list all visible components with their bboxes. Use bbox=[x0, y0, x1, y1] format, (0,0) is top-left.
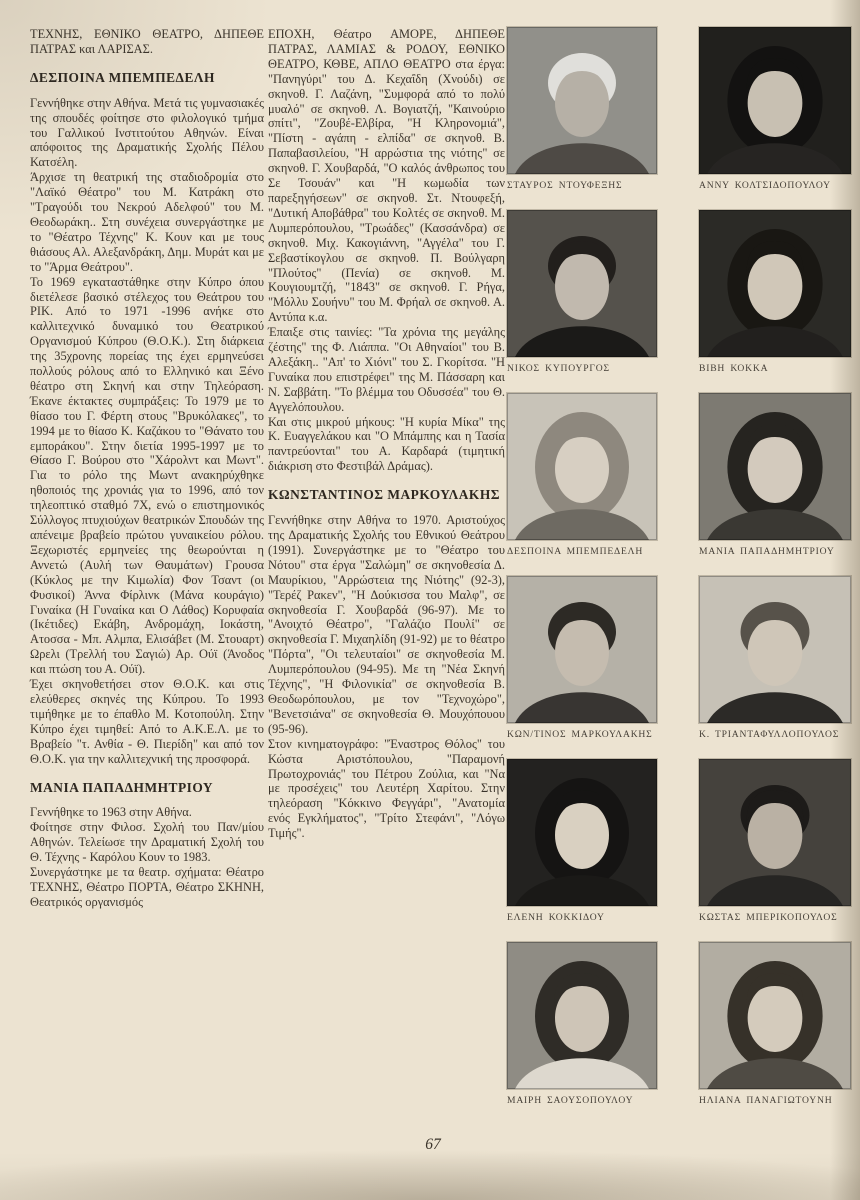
portrait-figure bbox=[699, 942, 851, 1106]
portrait-figure bbox=[699, 27, 851, 191]
portrait-figure bbox=[507, 393, 657, 557]
bio-paragraph: Άρχισε τη θεατρική της σταδιοδρομία στο "Λαϊκό Θέατρο" του Μ. Κατράκη στο "Τραγούδι του Νεκρού Αδελφού" του Μ. Θεοδωράκη.. Στη συνέχεια συνεργάστηκε με το "Θέατρο Τέχνης" Κ. Κουν και με τους θιάσους Αλ. Αλεξανδράκη, Δημ. Μυράτ και με το "Άρμα Θεάτρου". bbox=[30, 170, 264, 274]
portrait-photo bbox=[699, 393, 851, 540]
actor-name-heading: ΚΩΝΣΤΑΝΤΙΝΟΣ ΜΑΡΚΟΥΛΑΚΗΣ bbox=[268, 487, 500, 503]
portrait-photo bbox=[699, 27, 851, 174]
photo-caption: ΗΛΙΑΝΑ ΠΑΝΑΓΙΩΤΟΥΝΗ bbox=[699, 1095, 833, 1106]
photo-caption: ΚΩΝ/ΤΙΝΟΣ ΜΑΡΚΟΥΛΑΚΗΣ bbox=[507, 729, 653, 740]
photo-caption: ΝΙΚΟΣ ΚΥΠΟΥΡΓΟΣ bbox=[507, 363, 610, 374]
photo-caption: ΣΤΑΥΡΟΣ ΝΤΟΥΦΕΞΗΣ bbox=[507, 180, 623, 191]
portrait-figure bbox=[507, 942, 657, 1106]
photo-caption: Κ. ΤΡΙΑΝΤΑΦΥΛΛΟΠΟΥΛΟΣ bbox=[699, 729, 840, 740]
left-column bbox=[30, 27, 264, 910]
portrait-photo bbox=[507, 576, 657, 723]
portrait-figure bbox=[699, 210, 851, 374]
portrait-photo bbox=[699, 759, 851, 906]
bio-paragraph: Γεννήθηκε το 1963 στην Αθήνα. bbox=[30, 805, 192, 820]
portrait-photo bbox=[507, 210, 657, 357]
photo-grid bbox=[507, 27, 853, 1125]
photo-caption: ΔΕΣΠΟΙΝΑ ΜΠΕΜΠΕΔΕΛΗ bbox=[507, 546, 644, 557]
portrait-photo bbox=[507, 942, 657, 1089]
bio-paragraph: ΕΠΟΧΗ, Θέατρο ΑΜΟΡΕ, ΔΗΠΕΘΕ ΠΑΤΡΑΣ, ΛΑΜΙΑΣ & ΡΟΔΟΥ, ΕΘΝΙΚΟ ΘΕΑΤΡΟ, ΚΘΒΕ, ΑΠΛΟ ΘΕΑΤΡΟ στα έργα: "Πανηγύρι" του Δ. Κεχαΐδη (Χνούδι) σε σκηνοθ. Γ. Λαζάνη, "Συμφορά από το πολύ μυαλό" σε σκηνοθ. Λ. Βογιατζή, "Καινούριο σπίτι", "Ζουβέ-Ελβίρα, "Η Κληρονομιά", "Πίστη - αγάπη - ελπίδα" σε σκηνοθ. Β. Παπαβασιλείου, "Η αρρώστια της νιότης" σε σκηνοθ. Γ. Χουβαρδά, "Ο καλός άνθρωπος του Σε Τσουάν" και "Η κωμωδία των παρεξηγήσεων" σε σκηνοθ. Στ. Ντουφεξή, "Δυτική Αποβάθρα" του Κολτές σε σκηνοθ. Μ. Λυμπερόπουλου, "Τρωάδες" (Κασσάνδρα) σε σκηνοθ. Μιχ. Κακογιάννη, "Αγγέλα" του Γ. Σεβαστίκογλου σε σκηνοθ. Π. Βούλγαρη "Πλούτος" (Πενία) σε σκηνοθ. Μ. Κουγιουμτζή, "1843" σε σκηνοθ. Γ. Ρήγα, "Μόλλυ Σουήνυ" του Μ. Φρήαλ σε σκηνοθ. Α. Αντύπα κ.α. bbox=[268, 27, 505, 325]
photo-caption: ΜΑΝΙΑ ΠΑΠΑΔΗΜΗΤΡΙΟΥ bbox=[699, 546, 835, 557]
portrait-photo bbox=[507, 759, 657, 906]
portrait-figure bbox=[507, 210, 657, 374]
bio-paragraph: Συνεργάστηκε με τα θεατρ. σχήματα: Θέατρο ΤΕΧΝΗΣ, Θέατρο ΠΟΡΤΑ, Θέατρο ΣΚΗΝΗ, Θεατρικός οργανισμός bbox=[30, 865, 264, 909]
bio-paragraph: Έπαιξε στις ταινίες: "Τα χρόνια της μεγάλης ζέστης" της Φ. Λιάππα. "Οι Αθηναίοι" του Β. Αλεξάκη.. "Απ' το Χιόνι" του Σ. Γκορίτσα. "Η Γυναίκα που επιστρέφει" της Μ. Πάσσαρη και Ν. Σαββάτη. "Το βλέμμα του Οδυσσέα" του Θ. Αγγελόπουλου. bbox=[268, 325, 505, 414]
bio-paragraph: Στον κινηματογράφο: "Έναστρος Θόλος" του Κώστα Αριστόπουλου, "Παραμονή Πρωτοχρονιάς" του Πέτρου Ζούλια, και "Να με προσέχεις" του Λευτέρη Χαρίτου. Στην τηλεόραση "Κόκκινο Φεγγάρι", "Ανατομία ενός Εγκλήματος", "Τρίτο Στεφάνι", "Λόγω Τιμής". bbox=[268, 736, 505, 841]
photo-caption: ΜΑΙΡΗ ΣΑΟΥΣΟΠΟΥΛΟΥ bbox=[507, 1095, 634, 1106]
bio-paragraph: Και στις μικρού μήκους: "Η κυρία Μίκα" της Κ. Ευαγγελάκου και "Ο Μπάμπης και η Τασία παντρεύονται" του Α. Καρδαρά (τιμητική διάκριση στο Φεστιβάλ Δράμας). bbox=[268, 414, 505, 474]
bio-paragraph: Γεννήθηκε στην Αθήνα. Μετά τις γυμνασιακές της σπουδές φοίτησε στο φιλολογικό τμήμα του Γαλλικού Ινστιτούτου Αθηνών. Είναι απόφοιτος της Δραματικής Σχολής Πέλου Κατσέλη. bbox=[30, 95, 264, 170]
actor-name-heading: ΔΕΣΠΟΙΝΑ ΜΠΕΜΠΕΔΕΛΗ bbox=[30, 69, 215, 85]
portrait-photo bbox=[699, 942, 851, 1089]
portrait-figure bbox=[507, 759, 657, 923]
bio-paragraph: Έχει σκηνοθετήσει στον Θ.Ο.Κ. και στις ελεύθερες σκηνές της Κύπρου. Το 1993 τιμήθηκε με το έπαθλο Μ. Κοτοπούλη. Στην Κύπρο έχει τιμηθεί: Από το Α.Κ.Ε.Λ. με το Βραβείο "τ. Ανθία - Θ. Πιερίδη" και από τον Θ.Ο.Κ. για την καλλιτεχνική της προσφορά. bbox=[30, 677, 264, 766]
middle-column bbox=[268, 27, 505, 841]
photo-caption: ΒΙΒΗ ΚΟΚΚΑ bbox=[699, 363, 769, 374]
bio-paragraph: Φοίτησε στην Φιλοσ. Σχολή του Παν/μίου Αθηνών. Τελείωσε την Δραματική Σχολή του Θ. Τέχνης - Καρόλου Κουν το 1983. bbox=[30, 820, 264, 865]
portrait-figure bbox=[699, 759, 851, 923]
portrait-figure bbox=[699, 576, 851, 740]
photo-caption: ΑΝΝΥ ΚΟΛΤΣΙΔΟΠΟΥΛΟΥ bbox=[699, 180, 831, 191]
photo-caption: ΚΩΣΤΑΣ ΜΠΕΡΙΚΟΠΟΥΛΟΣ bbox=[699, 912, 838, 923]
portrait-figure bbox=[699, 393, 851, 557]
bio-paragraph: Γεννήθηκε στην Αθήνα το 1970. Αριστούχος της Δραματικής Σχολής του Εθνικού Θεάτρου (1991). Συνεργάστηκε με το "Θέατρο του Νότου" στα έργα "Σαλώμη" σε σκηνοθεσία Δ. Μαυρίκιου, "Αρρώστεια της Νιότης" (92-3), "Τερέζ Ρακεν", "Η Δούκισσα του Μαλφ", σε σκηνοθεσία Γ. Χουβαρδά (96-97). Με το "Ανοιχτό Θέατρο", "Γαλάζιο Πουλί" σε σκηνοθεσία Γ. Μιχαηλίδη (91-92) με το θέατρο "Πόρτα", "Οι τελευταίοι" σε σκηνοθεσία Μ. Λυμπερόπουλου (94-95). Με τη "Νέα Σκηνή Τέχνης", "Η Φιλονικία" σε σκηνοθεσία Β. Θεοδωρόπουλου, με τον "Τεχνοχώρο", "Βενετσιάνα" σε σκηνοθεσία Θ. Μουχόπουου (95-96). bbox=[268, 513, 505, 736]
portrait-photo bbox=[699, 576, 851, 723]
actor-name-heading: ΜΑΝΙΑ ΠΑΠΑΔΗΜΗΤΡΙΟΥ bbox=[30, 779, 214, 795]
portrait-photo bbox=[507, 27, 657, 174]
portrait-figure bbox=[507, 576, 657, 740]
portrait-photo bbox=[507, 393, 657, 540]
portrait-photo bbox=[699, 210, 851, 357]
portrait-figure bbox=[507, 27, 657, 191]
bio-paragraph: Το 1969 εγκαταστάθηκε στην Κύπρο όπου διετέλεσε βασικό στέλεχος του Θεάτρου του ΡΙΚ. Από το 1971 -1996 ανήκε στο καλλιτεχνικό δυναμικό του Θεατρικού Οργανισμού Κύπρου (Θ.Ο.Κ.). Στη διάρκεια της 35χρονης πορείας της έχει ερμηνεύσει πολλούς ρόλους από το Ελληνικό και Ξένο θέατρο στη Σκηνή και στην Τηλεόραση. Έκανε έκτακτες συμπράξεις: Το 1979 με το θίασο του Γ. Φέρτη στους "Βρυκόλακες", το 1994 με το θίασο Κ. Καζάκου το "Θάνατο του εμποράκου". Στην διετία 1995-1997 με το Θίασο Γ. Βούρου στο "Χάρολντ και Μωντ". Για το ρόλο της Μωντ ανακηρύχθηκε ηθοποιός της χρονιάς για το 1996, από τον τηλεοπτικό σταθμό 7Χ, ενώ ο επιστημονικός Σύλλογος πτυχιούχων θεατρικών Σπουδών της απένειμε βραβείο πρώτου γυναικείου ρόλου. Ξεχωριστές ερμηνείες της θεωρούνται η Αννετώ (Αυλή των Θαυμάτων) Γρουσα (Κύκλος με την Κιμωλία) Φον Τσαντ (οι Φυσικοί) Άννα Φίρλινκ (Μάνα κουράγιο) Γυναίκα (Η Γυναίκα και Ο Λάθος) Κορυφαία (Ικέτιδες) Εκάβη, Ανδρομάχη, Ιοκάστη, Ατοσσα - Μπ. Αλμπα, Ελισάβετ (Μ. Στουαρτ) Ωρελι (Τρελλή του Σαγιώ) Αρ. Ούϊ (Άνοδος και πτώση του Α. Ούϊ). bbox=[30, 274, 264, 677]
page-number: 67 bbox=[425, 1136, 441, 1153]
bio-paragraph: ΤΕΧΝΗΣ, ΕΘΝΙΚΟ ΘΕΑΤΡΟ, ΔΗΠΕΘΕ ΠΑΤΡΑΣ και ΛΑΡΙΣΑΣ. bbox=[30, 27, 264, 56]
photo-caption: ΕΛΕΝΗ ΚΟΚΚΙΔΟΥ bbox=[507, 912, 605, 923]
